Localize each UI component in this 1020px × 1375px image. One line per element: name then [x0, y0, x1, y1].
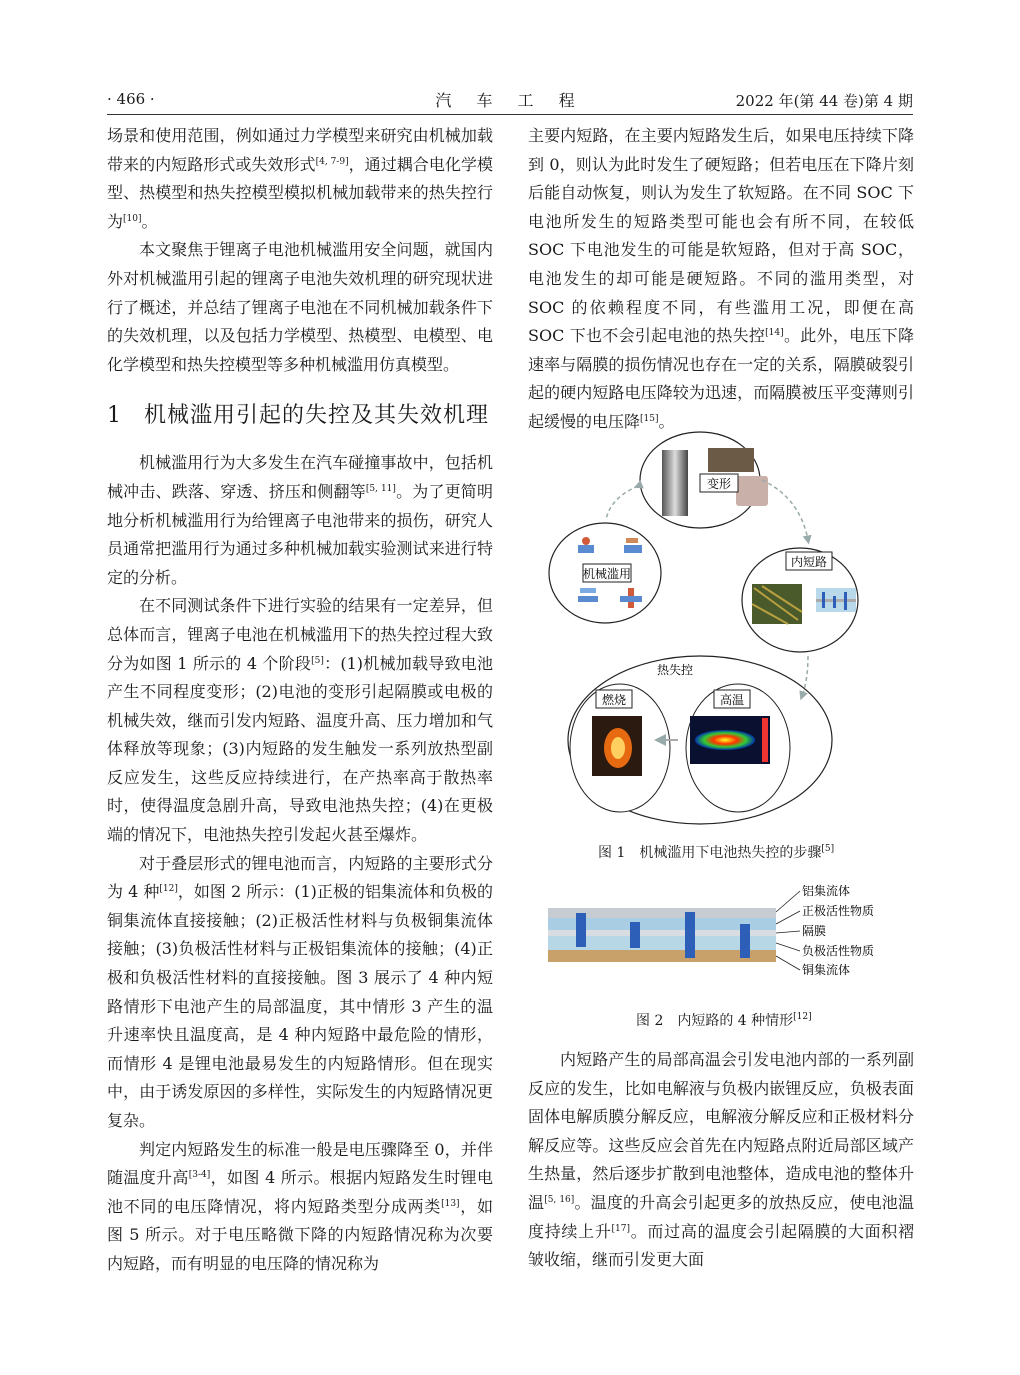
abuse-label: 机械滥用	[582, 567, 632, 581]
section-title: 机械滥用引起的失控及其失效机理	[144, 403, 490, 429]
text-run: 主要内短路，在主要内短路发生后，如果电压持续下降到 0，则认为此时发生了硬短路；但若电压在下降片刻后能自动恢复，则认为发生了软短路。在不同 SOC 下电池所发生的短路类型可能也会有所不同，在较低 SOC 下电池发生的可能是软短路，但对于高 SOC，电池发生的却可能是硬短路。不同的滥用类型，对 SOC 的依赖程度不同，有些滥用工况，即便在高 SOC 下也不会引起电池的热失控	[528, 126, 914, 346]
citation: [5]	[311, 655, 324, 666]
section-heading	[107, 401, 493, 431]
text-run: ：(1)机械加载导致电池产生不同程度变形；(2)电池的变形引起隔膜或电极的机械失效，继而引发内短路、温度升高、压力增加和气体释放等现象；(3)内短路的发生触发一系列放热型副反应发生，这些反应持续进行，在产热率高于散热率时，使得温度急剧升高，导致电池热失控；(4)在更极端的情况下，电池热失控引发起火甚至爆炸。	[107, 653, 493, 845]
page-number: · 466 ·	[107, 90, 155, 108]
citation: [17]	[611, 1223, 631, 1234]
paragraph	[107, 850, 493, 1136]
citation: [15]	[640, 413, 659, 424]
abuse-icon-crush	[578, 596, 598, 602]
deform-photo-top	[708, 448, 754, 472]
text-run: ，如图 4 所示。根据内短路发生时锂电池不同的电压降情况，将内短路类型分成两类	[107, 1168, 493, 1216]
figure-2	[548, 880, 898, 985]
paragraph	[107, 122, 493, 236]
short-case-2	[630, 922, 640, 948]
text-run: ，如图 5 所示。对于电压略微下降的内短路情况称为次要内短路，而有明显的电压降的情况称为	[107, 1196, 493, 1273]
journal-name: 汽 车 工 程	[435, 91, 585, 110]
text-run: 本文聚焦于锂离子电池机械滥用安全问题，就国内外对机械滥用引起的锂离子电池失效机理的研究现状进行了概述，并总结了锂离子电池在不同机械加载条件下的失效机理，以及包括力学模型、热模型、电模型、电化学模型和热失控模型等多种机械滥用仿真模型。	[107, 240, 493, 374]
figure-1	[540, 428, 860, 838]
abuse-icon-drop	[624, 545, 642, 553]
burn-label: 燃烧	[601, 693, 627, 707]
right-column-top	[528, 122, 914, 437]
text-run: 。此外，电压下降速率与隔膜的损伤情况也存在一定的关系，隔膜破裂引起的硬内短路电压降较为迅速，而隔膜被压平变薄则引起缓慢的电压降	[528, 326, 914, 431]
text-run: 。	[658, 411, 675, 431]
figure-1-caption: 图 1 机械滥用下电池热失控的步骤[5]	[598, 844, 835, 861]
fig2-label-5: 铜集流体	[802, 963, 851, 977]
text-run: 。而过高的温度会引起隔膜的大面积褶皱收缩，继而引发更大面	[528, 1221, 914, 1270]
paragraph	[107, 592, 493, 849]
short-case-4	[740, 924, 750, 958]
short-case-3	[685, 912, 695, 958]
runaway-label: 热失控	[656, 663, 694, 677]
text-run: 场景和使用范围，例如通过力学模型来研究由机械加载带来的内短路形式或失效形式	[107, 126, 493, 174]
citation: [13]	[441, 1198, 460, 1209]
section-number: 1	[107, 403, 122, 429]
text-run: 机械滥用行为大多发生在汽车碰撞事故中，包括机械冲击、跌落、穿透、挤压和侧翻等	[107, 453, 493, 501]
paragraph	[107, 1136, 493, 1279]
citation: [5, 11]	[365, 483, 396, 494]
citation: [4, 7-9]	[315, 156, 349, 167]
citation: [12]	[159, 884, 178, 895]
fig2-label-1: 铝集流体	[802, 884, 851, 898]
fig2-label-4: 负极活性物质	[802, 944, 875, 958]
fig2-label-2: 正极活性物质	[802, 904, 875, 918]
text-run: 判定内短路发生的标准一般是电压骤降至 0，并伴随温度升高	[107, 1139, 493, 1188]
text-run: 内短路产生的局部高温会引发电池内部的一系列副反应的发生，比如电解液与负极内嵌锂反应，负极表面固体电解质膜分解反应，电解液分解反应和正极材料分解反应等。这些反应会首先在内短路点附近局部区域产生热量，然后逐步扩散到电池整体，造成电池的整体升温	[528, 1050, 914, 1212]
fig2-label-3: 隔膜	[802, 924, 827, 938]
figure-2-caption: 图 2 内短路的 4 种情形[12]	[636, 1012, 812, 1029]
text-run: ，如图 2 所示：(1)正极的铝集流体和负极的铜集流体直接接触；(2)正极活性材料与负极铜集流体接触；(3)负极活性材料与正极铝集流体的接触；(4)正极和负极活性材料的直接接触。图 3 展示了 4 种内短路情形下电池产生的局部温度，其中情形 3 产生的温升速率快且温度高，是 4 种内短路中最危险的情形，而情形 4 是锂电池最易发生的内短路情形。但在现实中，由于诱发原因的多样性，实际发生的内短路情况更复杂。	[107, 882, 493, 1130]
paragraph	[528, 122, 914, 437]
short-label: 内短路	[790, 555, 828, 569]
text-run: 。	[141, 211, 158, 231]
left-column	[107, 122, 493, 1279]
right-column-bottom	[528, 1046, 914, 1275]
abuse-icon-impact	[578, 545, 594, 553]
text-run: 。温度的升高会引起更多的放热反应，使电池温度持续上升	[528, 1192, 914, 1241]
citation: [14]	[765, 328, 784, 339]
citation: [10]	[123, 213, 142, 224]
text-run: 。为了更简明地分析机械滥用行为给锂离子电池带来的损伤，研究人员通常把滥用行为通过多种机械加载实验测试来进行特定的分析。	[107, 481, 493, 587]
short-case-1	[576, 913, 586, 947]
text-run: 对于叠层形式的锂电池而言，内短路的主要形式分为 4 种	[107, 853, 493, 902]
issue-info: 2022 年(第 44 卷)第 4 期	[735, 92, 913, 110]
running-header	[107, 86, 913, 115]
hightemp-label: 高温	[719, 693, 745, 707]
paragraph	[107, 449, 493, 592]
deform-label: 变形	[706, 477, 732, 491]
paragraph	[107, 236, 493, 379]
citation: [3-4]	[188, 1170, 211, 1181]
text-run: ，通过耦合电化学模型、热模型和热失控模型模拟机械加载带来的热失控行为	[107, 154, 493, 231]
paragraph	[528, 1046, 914, 1275]
deformed-cell-photo	[662, 450, 688, 516]
text-run: 在不同测试条件下进行实验的结果有一定差异，但总体而言，锂离子电池在机械滥用下的热失控过程大致分为如图 1 所示的 4 个阶段	[107, 596, 493, 673]
citation: [5, 16]	[544, 1194, 575, 1205]
